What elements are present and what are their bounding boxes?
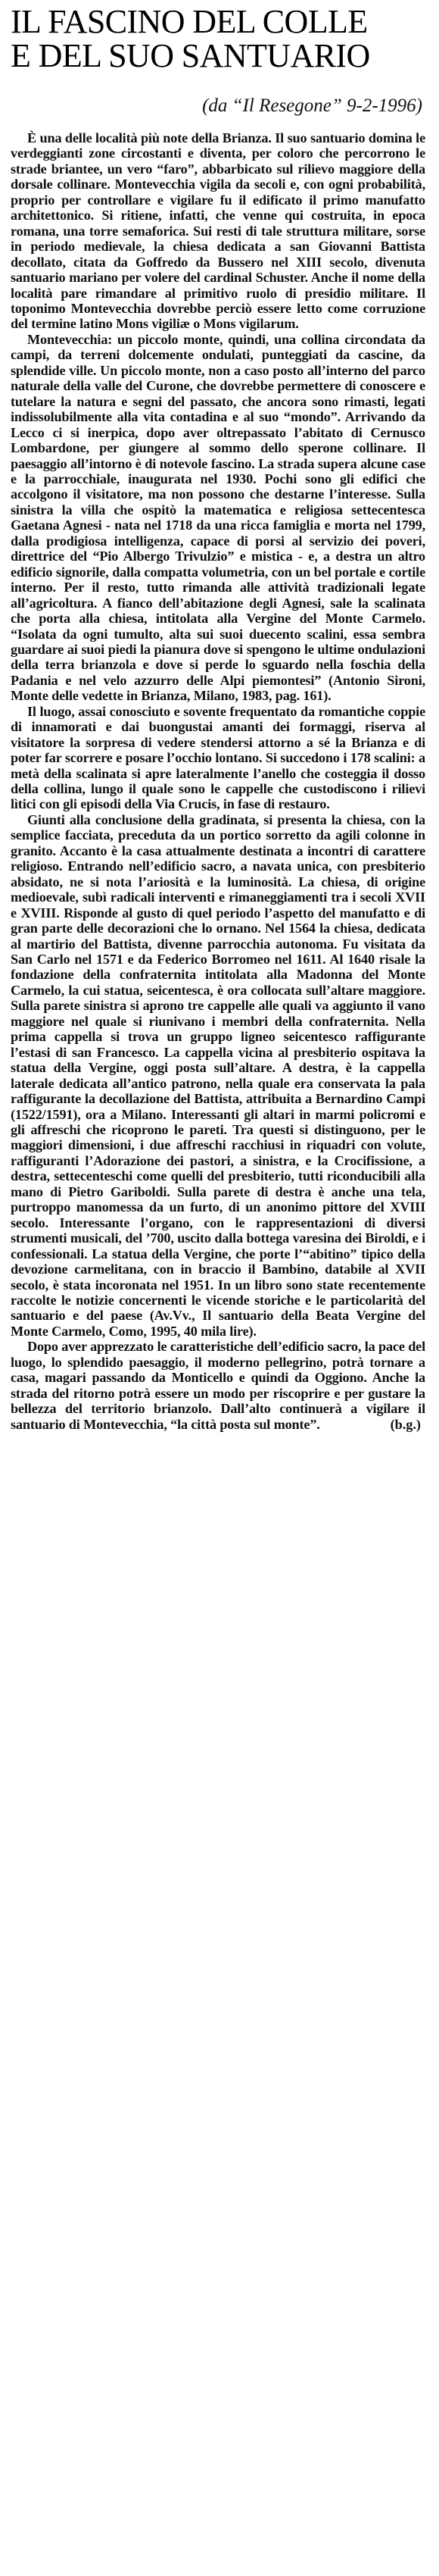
- paragraph-2: Montevecchia: un piccolo monte, quindi, una collina circondata da campi, da terreni dolcemente ondulati, punteggiati da cascine, da splendide ville. Un piccolo monte, non a caso posto all’interno del parco naturale della valle del Curone, che dovrebbe permettere di conoscere e tutelare la natura e segni del passato, che ancora sono rimasti, legati indissolubilmente alla vita contadina e al suo “mondo”. Arrivando da Lecco ci si inerpica, dopo aver oltrepassato l’abitato di Cernusco Lombardone, per giungere al sommo dello sperone collinare. Il paesaggio all’intorno è di notevole fascino. La strada supera alcune case e la parrocchiale, inaugurata nel 1930. Pochi sono gli edifici che accolgono il visitatore, ma non possono che destarne l’interesse. Sulla sinistra la villa che ospitò la matematica e religiosa settecentesca Gaetana Agnesi - nata nel 1718 da una ricca famiglia e morta nel 1799, dalla prodigiosa intelligenza, capace di porsi al servizio dei poveri, direttrice del “Pio Albergo Trivulzio” e mistica - e, a destra un altro edificio signorile, dalla compatta volumetria, con un bel portale e cortile interno. Per il resto, tutto rimanda alle attività tradizionali legate all’agricoltura. A fianco dell’abitazione degli Agnesi, sale la scalinata che porta alla chiesa, intitolata alla Vergine del Monte Carmelo. “Isolata da ogni tumulto, alta sui suoi duecento scalini, essa sembra guardare ai suoi piedi la pianura dove si spengono le ultime ondulazioni della terra brianzola e dove si perde lo sguardo nella foschia della Padania e nel velo azzurro delle Alpi piemontesi” (Antonio Sironi, Monte delle vedette in Brianza, Milano, 1983, pag. 161).: [11, 331, 425, 704]
- paragraph-3: Il luogo, assai conosciuto e sovente frequentato da romantiche coppie di innamorati e dai buongustai amanti dei formaggi, riserva al visitatore la sorpresa di vedere stendersi attorno a sé la Brianza e di poter far scorrere e posare l’occhio lontano. Si succedono i 178 scalini: a metà della scalinata si apre lateralmente l’anello che costeggia il dosso della collina, lungo il quale sono le cappelle che custodiscono i rilievi lìtici con gli episodi della Via Crucis, in fase di restauro.: [11, 703, 425, 812]
- article: [11, 5, 425, 1432]
- paragraph-5: Dopo aver apprezzato le caratteristiche dell’edificio sacro, la pace del luogo, lo splendido paesaggio, il moderno pellegrino, potrà tornare a casa, magari passando da Monticello e quindi da Oggiono. Anche la strada del ritorno potrà essere un modo per riscoprire e per gustare la bellezza del territorio brianzolo. Dall’alto continuerà a vigilare il santuario di Montevecchia, “la città posta sul monte”.: [11, 1339, 425, 1432]
- headline-line-1: IL FASCINO DEL COLLE: [11, 3, 368, 40]
- article-body: [11, 130, 425, 1432]
- paragraph-4: Giunti alla conclusione della gradinata, si presenta la chiesa, con la semplice facciata, preceduta da un portico sorretto da agili colonne in granito. Accanto è la casa attualmente destinata a incontri di carattere religioso. Entrando nell’edificio sacro, a navata unica, con presbiterio absidato, ne si nota l’ariosità e la luminosità. La chiesa, di origine medioevale, subì radicali interventi e rimaneggiamenti tra i secoli XVII e XVIII. Risponde al gusto di quel periodo l’aspetto del manufatto e di gran parte delle decorazioni che lo ornano. Nel 1564 la chiesa, dedicata al martirio del Battista, divenne parrocchia autonoma. Fu visitata da San Carlo nel 1571 e da Federico Borromeo nel 1611. Al 1640 risale la fondazione della confraternita intitolata alla Madonna del Monte Carmelo, la cui statua, seicentesca, è ora collocata sull’altare maggiore. Sulla parete sinistra si aprono tre cappelle alle quali va aggiunto il vano maggiore nel quale si riunivano i membri della confraternita. Nella prima cappella si trova un gruppo ligneo seicentesco raffigurante l’estasi di san Francesco. La cappella vicina al presbiterio ospitava la statua della Vergine, oggi posta sull’altare. A destra, è la cappella laterale dedicata all’antico patrono, nella quale era conservata la pala raffigurante la decollazione del Battista, attribuita a Bernardino Campi (1522/1591), ora a Milano. Interessanti gli altari in marmi policromi e gli affreschi che ricoprono le pareti. Tra questi si distinguono, per le maggiori dimensioni, i due affreschi racchiusi in riquadri con volute, raffiguranti l’Adorazione dei pastori, a sinistra, e la Crocifissione, a destra, settecenteschi come quelli del presbiterio, tutti riconducibili alla mano di Pietro Gariboldi. Sulla parete di destra è anche una tela, purtroppo manomessa da un furto, di un anonimo pittore del XVIII secolo. Interessante l’organo, con le rappresentazioni di diversi strumenti musicali, del ’700, uscito dalla bottega varesina dei Biroldi, e i confessionali. La statua della Vergine, che porte l’“abitino” tipico della devozione carmelitana, con in braccio il Bambino, databile al XVII secolo, è stata incoronata nel 1951. In un libro sono state recentemente raccolte le notizie concernenti le vicende storiche e le particolarità del santuario e del paese (Av.Vv., Il santuario della Beata Vergine del Monte Carmelo, Como, 1995, 40 mila lire).: [11, 811, 425, 1339]
- article-headline: [11, 5, 425, 73]
- paragraph-1: È una delle località più note della Brianza. Il suo santuario domina le verdeggianti zone circostanti e diventa, per coloro che percorrono le strade briantee, un vero “faro”, abbarbicato sul rilievo maggiore della dorsale collinare. Montevecchia vigila da secoli e, con ogni probabilità, proprio per controllare e vigilare fu il edificato il primo manufatto architettonico. Si ritiene, infatti, che venne qui costruita, in epoca romana, una torre semaforica. Sui resti di tale struttura militare, sorse in periodo medievale, la chiesa dedicata a san Giovanni Battista decollato, citata da Goffredo da Bussero nel XIII secolo, divenuta santuario mariano per volere del cardinal Schuster. Anche il nome della località pare rimandare al primitivo ruolo di presidio militare. Il toponimo Montevecchia dovrebbe perciò essere letto come corruzione del termine latino Mons vigiliæ o Mons vigilarum.: [11, 130, 425, 332]
- author-signature: (b.g.): [390, 1416, 421, 1432]
- article-source: (da “Il Resegone” 9-2-1996): [202, 95, 422, 116]
- headline-line-2: E DEL SUO SANTUARIO: [11, 37, 370, 74]
